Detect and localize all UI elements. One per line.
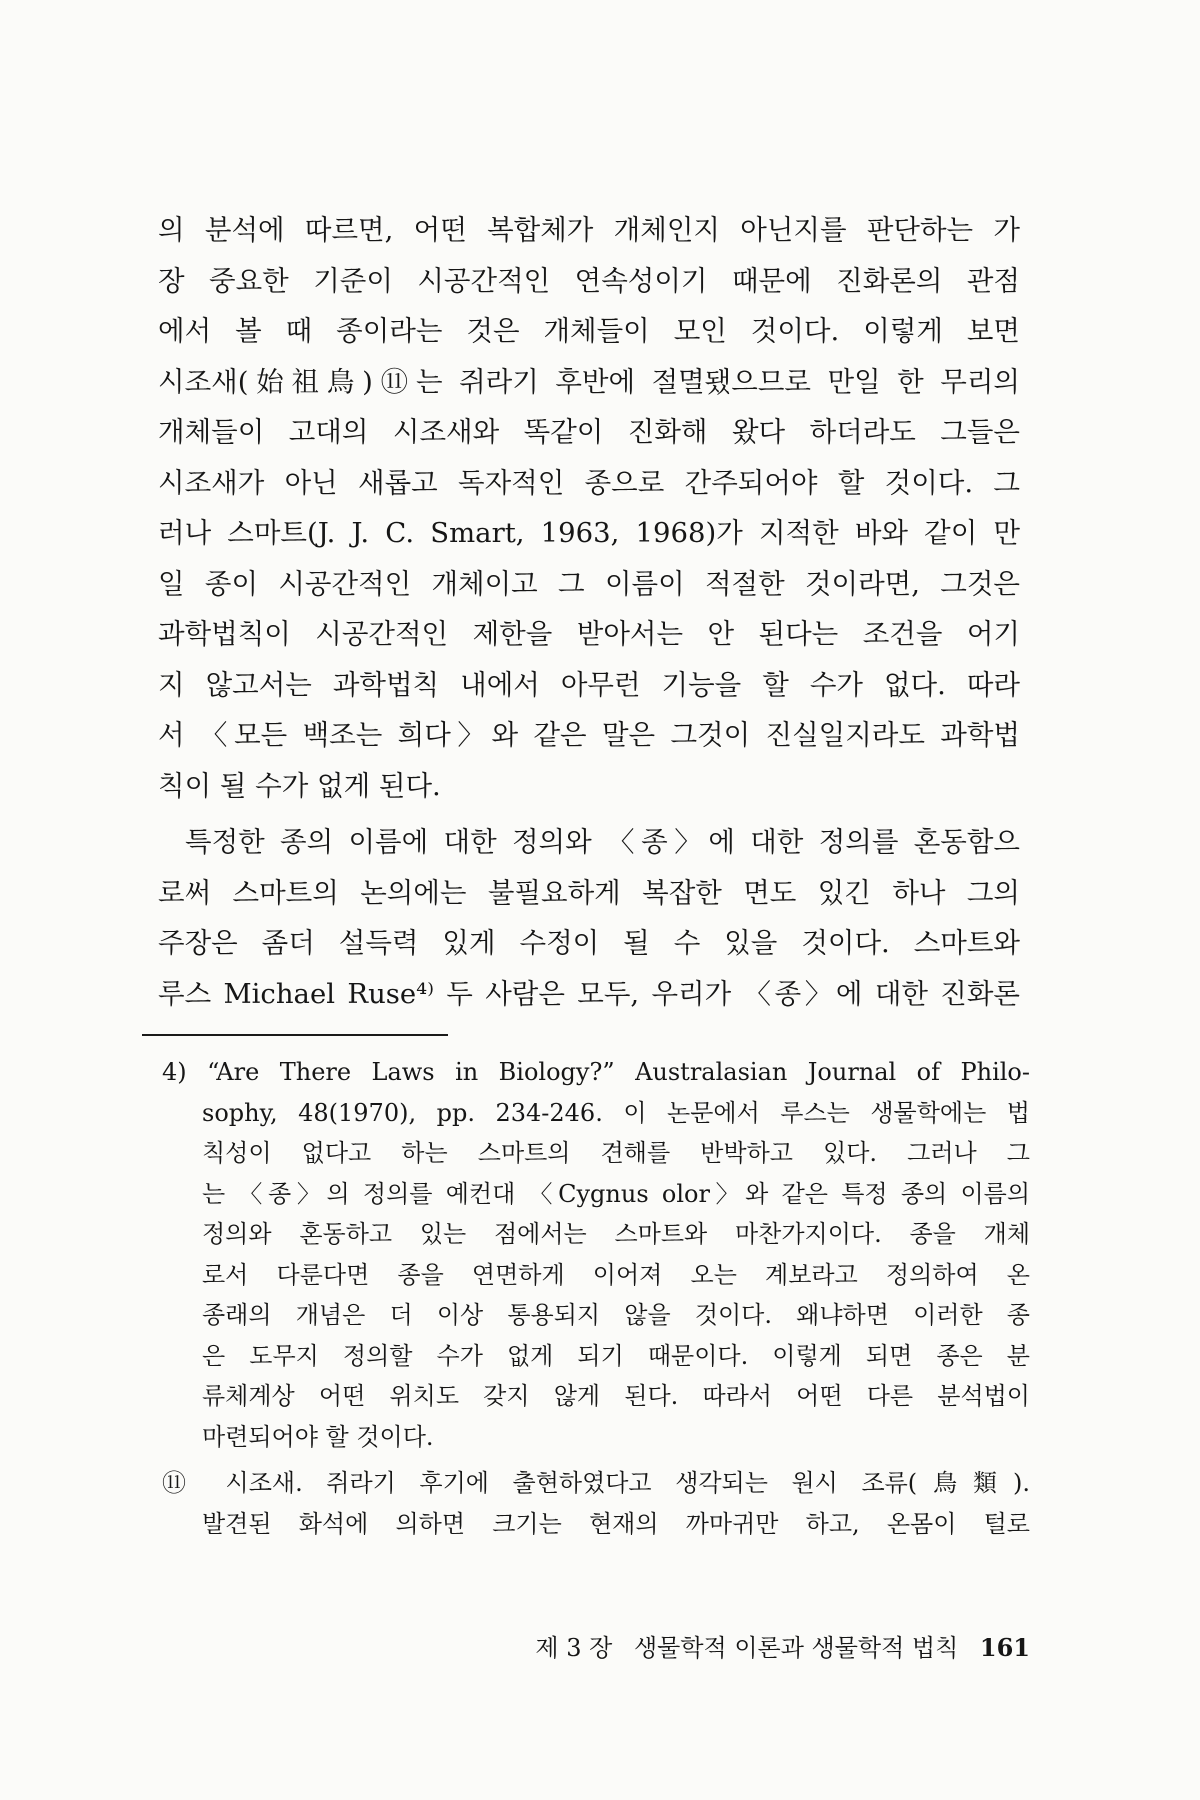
footnote-line: ⑪ 시조새. 쥐라기 후기에 출현하였다고 생각되는 원시 조류(鳥類).	[162, 1469, 1030, 1497]
text-line: 칙이 될 수가 없게 된다.	[158, 769, 441, 802]
footnote-line: 은 도무지 정의할 수가 없게 되기 때문이다. 이렇게 되면 종은 분	[202, 1341, 1030, 1370]
footnote-line: 4) “Are There Laws in Biology?” Australasian Journal of Philo-	[162, 1058, 1030, 1086]
text-line: 러나 스마트(J. J. C. Smart, 1963, 1968)가 지적한 바와 같이 만	[158, 517, 1020, 549]
text-line: 루스 Michael Ruse⁴⁾ 두 사람은 모두, 우리가 〈종〉에 대한 진화론	[158, 977, 1020, 1010]
footer-title: 생물학적 이론과 생물학적 법칙	[633, 1634, 959, 1662]
paragraph-1	[158, 205, 1020, 811]
text-line: 특정한 종의 이름에 대한 정의와 〈종〉에 대한 정의를 혼동함으	[185, 826, 1020, 858]
footnote-line: 로서 다룬다면 종을 연면하게 이어져 오는 계보라고 정의하여 온	[202, 1260, 1030, 1289]
footnote-4	[162, 1052, 1030, 1457]
footnote-line: sophy, 48(1970), pp. 234-246. 이 논문에서 루스는 생물학에는 법	[202, 1098, 1030, 1127]
running-footer	[420, 1628, 1030, 1663]
footnote-line: 류체계상 어떤 위치도 갖지 않게 된다. 따라서 어떤 다른 분석법이	[202, 1382, 1030, 1410]
footnote-divider	[142, 1034, 448, 1036]
footnote-line: 칙성이 없다고 하는 스마트의 견해를 반박하고 있다. 그러나 그	[202, 1139, 1030, 1167]
text-line: 로써 스마트의 논의에는 불필요하게 복잡한 면도 있긴 하나 그의	[158, 876, 1020, 909]
footer-chapter: 제 3 장	[535, 1634, 613, 1662]
footnote-line: 정의와 혼동하고 있는 점에서는 스마트와 마찬가지이다. 종을 개체	[202, 1220, 1030, 1248]
text-line: 일 종이 시공간적인 개체이고 그 이름이 적절한 것이라면, 그것은	[158, 567, 1020, 600]
text-line: 과학법칙이 시공간적인 제한을 받아서는 안 된다는 조건을 어기	[158, 618, 1020, 650]
text-line: 의 분석에 따르면, 어떤 복합체가 개체인지 아닌지를 판단하는 가	[158, 214, 1020, 246]
main-text	[158, 205, 1020, 1019]
text-line: 시조새가 아닌 새롭고 독자적인 종으로 간주되어야 할 것이다. 그	[158, 466, 1020, 499]
text-line: 장 중요한 기준이 시공간적인 연속성이기 때문에 진화론의 관점	[158, 264, 1020, 297]
page-number: 161	[979, 1633, 1030, 1662]
text-line: 지 않고서는 과학법칙 내에서 아무런 기능을 할 수가 없다. 따라	[158, 668, 1020, 701]
text-line: 에서 볼 때 종이라는 것은 개체들이 모인 것이다. 이렇게 보면	[158, 315, 1020, 347]
footnote-line: 는 〈종〉의 정의를 예컨대 〈Cygnus olor〉와 같은 특정 종의 이름의	[202, 1179, 1030, 1208]
footnote-line: 마련되어야 할 것이다.	[202, 1422, 434, 1451]
footnotes	[162, 1052, 1030, 1544]
paragraph-2	[158, 817, 1020, 1019]
text-line: 서 〈모든 백조는 희다〉와 같은 말은 그것이 진실일지라도 과학법	[158, 719, 1020, 751]
footnote-line: 발견된 화석에 의하면 크기는 현재의 까마귀만 하고, 온몸이 털로	[202, 1509, 1030, 1538]
footnote-11	[162, 1463, 1030, 1544]
text-line: 주장은 좀더 설득력 있게 수정이 될 수 있을 것이다. 스마트와	[158, 927, 1020, 959]
footnote-line: 종래의 개념은 더 이상 통용되지 않을 것이다. 왜냐하면 이러한 종	[202, 1301, 1030, 1329]
text-line: 개체들이 고대의 시조새와 똑같이 진화해 왔다 하더라도 그들은	[158, 416, 1020, 448]
text-line: 시조새(始祖鳥)⑪는 쥐라기 후반에 절멸됐으므로 만일 한 무리의	[158, 365, 1020, 398]
